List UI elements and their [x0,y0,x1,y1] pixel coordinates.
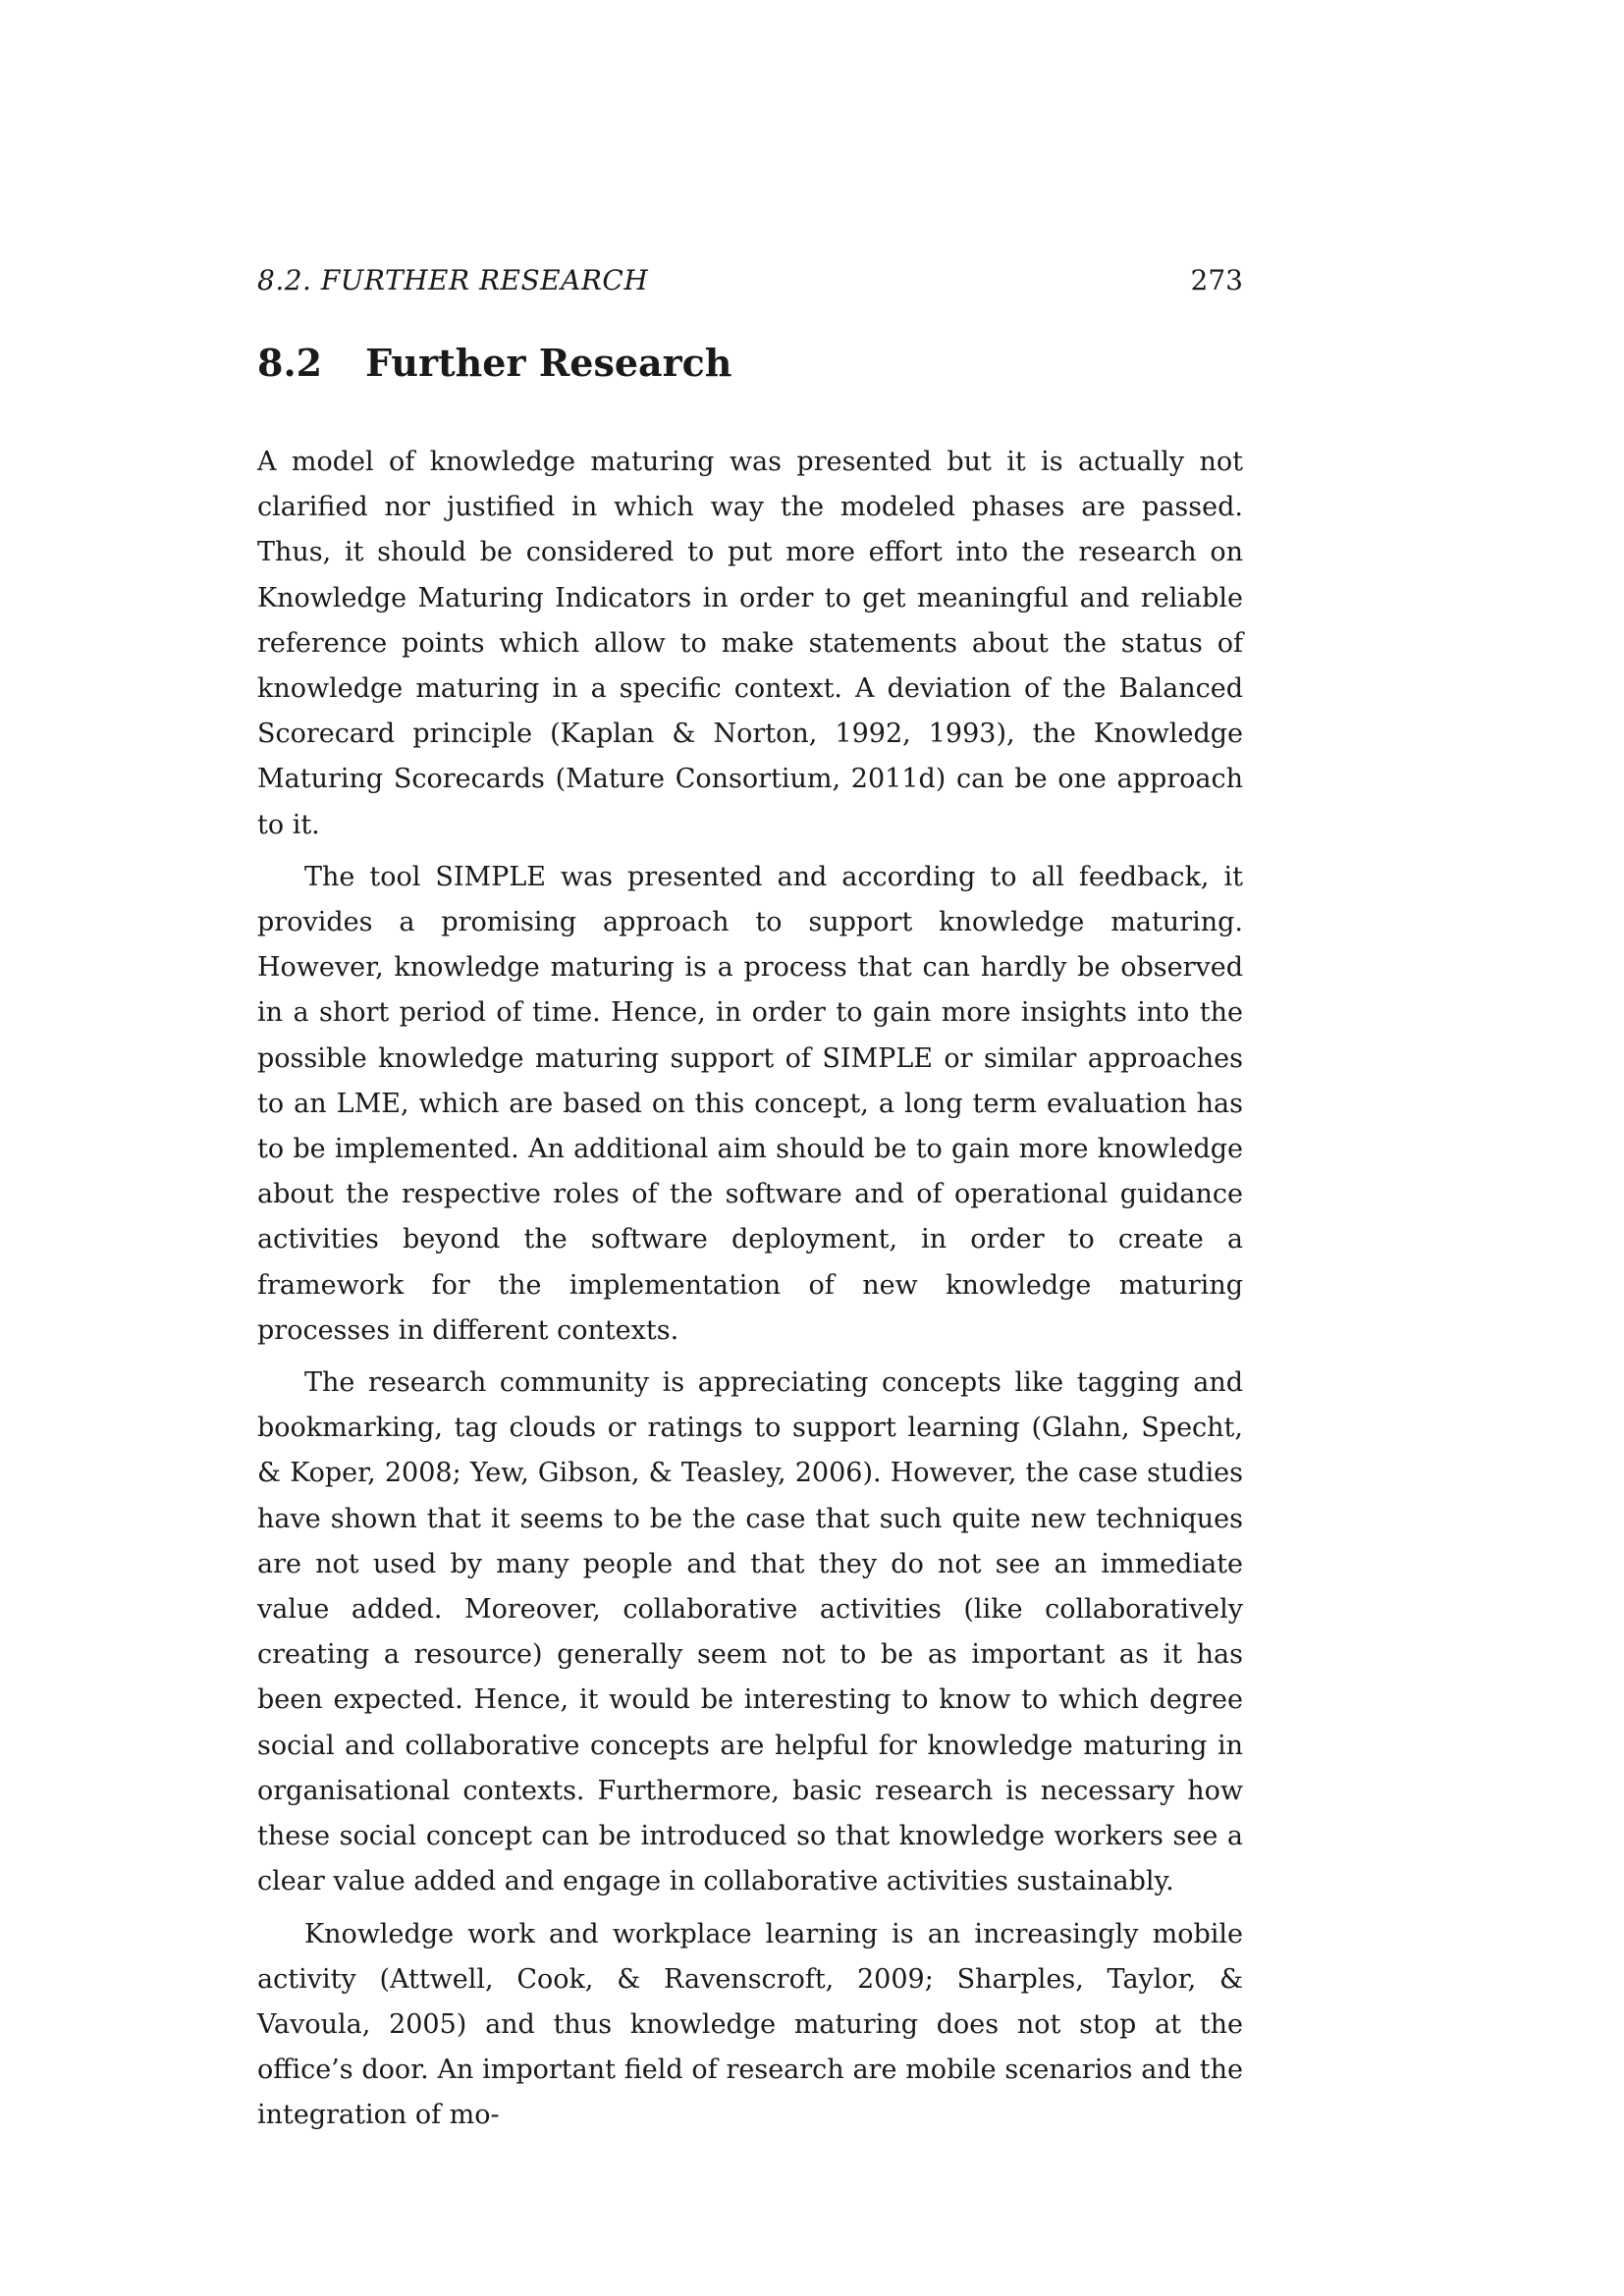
section-heading [257,340,1243,387]
page-number: 273 [1190,264,1243,296]
running-head-chapter: 8.2. FURTHER RESEARCH [257,264,649,296]
body-text [257,440,1243,2139]
paragraph-1: A model of knowledge maturing was presented but it is actually not clarified nor justified in which way the modeled phases are passed. Thus, it should be considered to put more effort into the research on Knowledge Maturing Indicators in order to get meaningful and reliable reference points which allow to make statements about the status of knowledge maturing in a specific context. A deviation of the Balanced Scorecard principle (Kaplan & Norton, 1992, 1993), the Knowledge Maturing Scorecards (Mature Consortium, 2011d) can be one approach to it. [257,447,1243,840]
paragraph-3: The research community is appreciating concepts like tagging and bookmarking, tag clouds or ratings to support learning (Glahn, Specht, & Koper, 2008; Yew, Gibson, & Teasley, 2006). However, the case studies have shown that it seems to be the case that such quite new techniques are not used by many people and that they do not see an immediate value added. Moreover, collaborative activities (like collaboratively creating a resource) generally seem not to be as important as it has been expected. Hence, it would be interesting to know to which degree social and collaborative concepts are helpful for knowledge maturing in organisational contexts. Furthermore, basic research is necessary how these social concept can be introduced so that knowledge workers see a clear value added and engage in collaborative activities sustainably. [257,1367,1243,1897]
section-title: Further Research [365,341,732,385]
running-head [257,263,1243,298]
section-number: 8.2 [257,341,323,385]
paragraph-2: The tool SIMPLE was presented and according to all feedback, it provides a promising approach to support knowledge maturing. However, knowledge maturing is a process that can hardly be observed in a short period of time. Hence, in order to gain more insights into the possible knowledge maturing support of SIMPLE or similar approaches to an LME, which are based on this concept, a long term evaluation has to be implemented. An additional aim should be to gain more knowledge about the respective roles of the software and of operational guidance activities beyond the software deployment, in order to create a framework for the implementation of new knowledge maturing processes in different contexts. [257,861,1243,1346]
paragraph-4: Knowledge work and workplace learning is an increasingly mobile activity (Attwell, Cook, & Ravenscroft, 2009; Sharples, Taylor, & Vavoula, 2005) and thus knowledge maturing does not stop at the office’s door. An important field of research are mobile scenarios and the integration of mo- [257,1918,1243,2131]
page [257,263,1243,2146]
